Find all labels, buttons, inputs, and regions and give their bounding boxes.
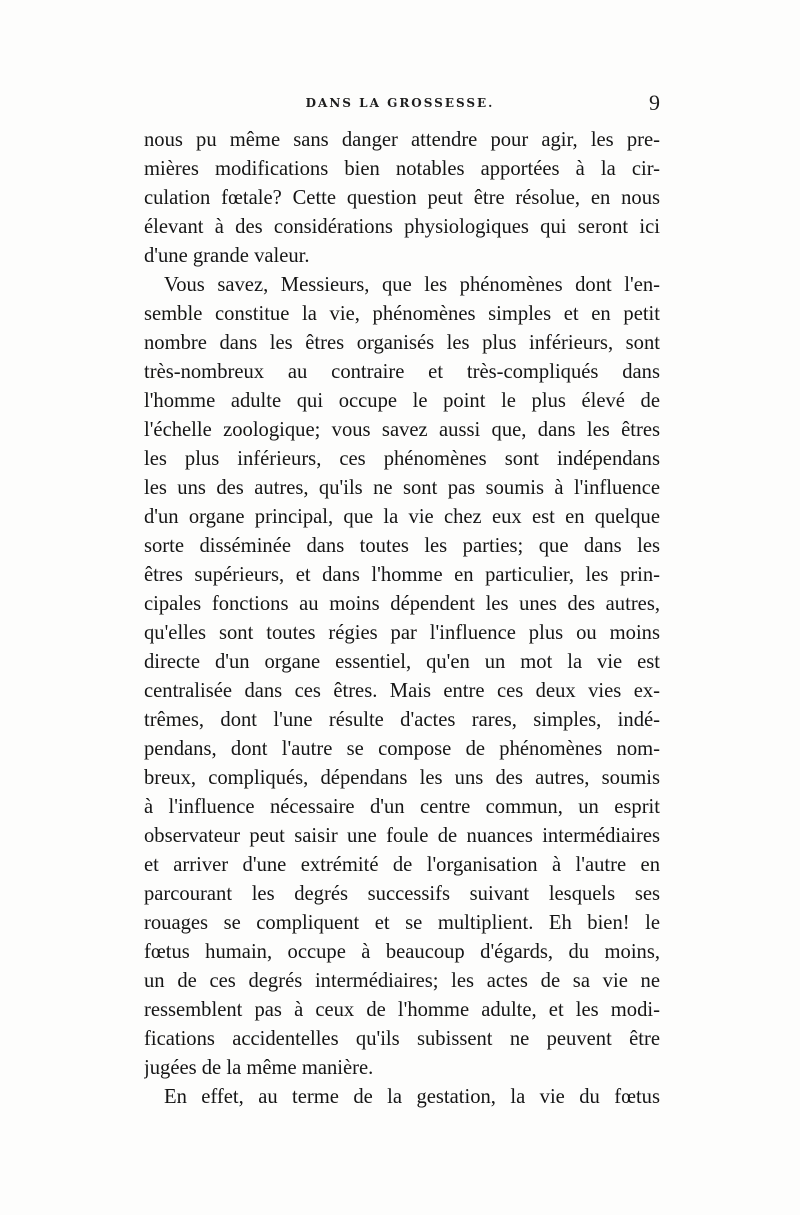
text-line: l'échelle zoologique; vous savez aussi que, dans les êtres (144, 419, 660, 441)
text-line: En effet, au terme de la gestation, la vie du fœtus (164, 1086, 660, 1108)
text-line: breux, compliqués, dépendans les uns des autres, soumis (144, 767, 660, 789)
running-title: DANS LA GROSSESSE. (305, 96, 495, 110)
text-line: rouages se compliquent et se multiplient. Eh bien! le (144, 912, 660, 934)
text-line: cipales fonctions au moins dépendent les unes des autres, (144, 593, 660, 615)
text-line: les plus inférieurs, ces phénomènes sont indépendans (144, 448, 660, 470)
text-line: culation fœtale? Cette question peut être résolue, en nous (144, 187, 660, 209)
text-line: fœtus humain, occupe à beaucoup d'égards, du moins, (144, 941, 660, 963)
body-text (144, 126, 660, 1112)
text-line: nous pu même sans danger attendre pour agir, les pre- (144, 129, 660, 151)
text-line: d'une grande valeur. (144, 245, 310, 267)
text-line: l'homme adulte qui occupe le point le plus élevé de (144, 390, 660, 412)
text-line: et arriver d'une extrémité de l'organisation à l'autre en (144, 854, 660, 876)
text-line: sorte disséminée dans toutes les parties; que dans les (144, 535, 660, 557)
text-line: d'un organe principal, que la vie chez eux est en quelque (144, 506, 660, 528)
text-line: pendans, dont l'autre se compose de phénomènes nom- (144, 738, 660, 760)
text-line: les uns des autres, qu'ils ne sont pas soumis à l'influence (144, 477, 660, 499)
text-line: parcourant les degrés successifs suivant lesquels ses (144, 883, 660, 905)
text-line: à l'influence nécessaire d'un centre commun, un esprit (144, 796, 660, 818)
text-line: ressemblent pas à ceux de l'homme adulte, et les modi- (144, 999, 660, 1021)
text-line: Vous savez, Messieurs, que les phénomènes dont l'en- (164, 274, 660, 296)
running-head (140, 90, 660, 120)
page-number: 9 (649, 90, 660, 115)
text-line: semble constitue la vie, phénomènes simples et en petit (144, 303, 660, 325)
text-line: êtres supérieurs, et dans l'homme en particulier, les prin- (144, 564, 660, 586)
text-line: qu'elles sont toutes régies par l'influence plus ou moins (144, 622, 660, 644)
text-line: fications accidentelles qu'ils subissent ne peuvent être (144, 1028, 660, 1050)
text-line: élevant à des considérations physiologiques qui seront ici (144, 216, 660, 238)
text-line: très-nombreux au contraire et très-compliqués dans (144, 361, 660, 383)
text-line: jugées de la même manière. (144, 1057, 374, 1079)
text-line: centralisée dans ces êtres. Mais entre ces deux vies ex- (144, 680, 660, 702)
text-line: trêmes, dont l'une résulte d'actes rares, simples, indé- (144, 709, 660, 731)
text-line: observateur peut saisir une foule de nuances intermédiaires (144, 825, 660, 847)
text-line: mières modifications bien notables apportées à la cir- (144, 158, 660, 180)
text-line: un de ces degrés intermédiaires; les actes de sa vie ne (144, 970, 660, 992)
text-line: directe d'un organe essentiel, qu'en un mot la vie est (144, 651, 660, 673)
text-line: nombre dans les êtres organisés les plus inférieurs, sont (144, 332, 660, 354)
